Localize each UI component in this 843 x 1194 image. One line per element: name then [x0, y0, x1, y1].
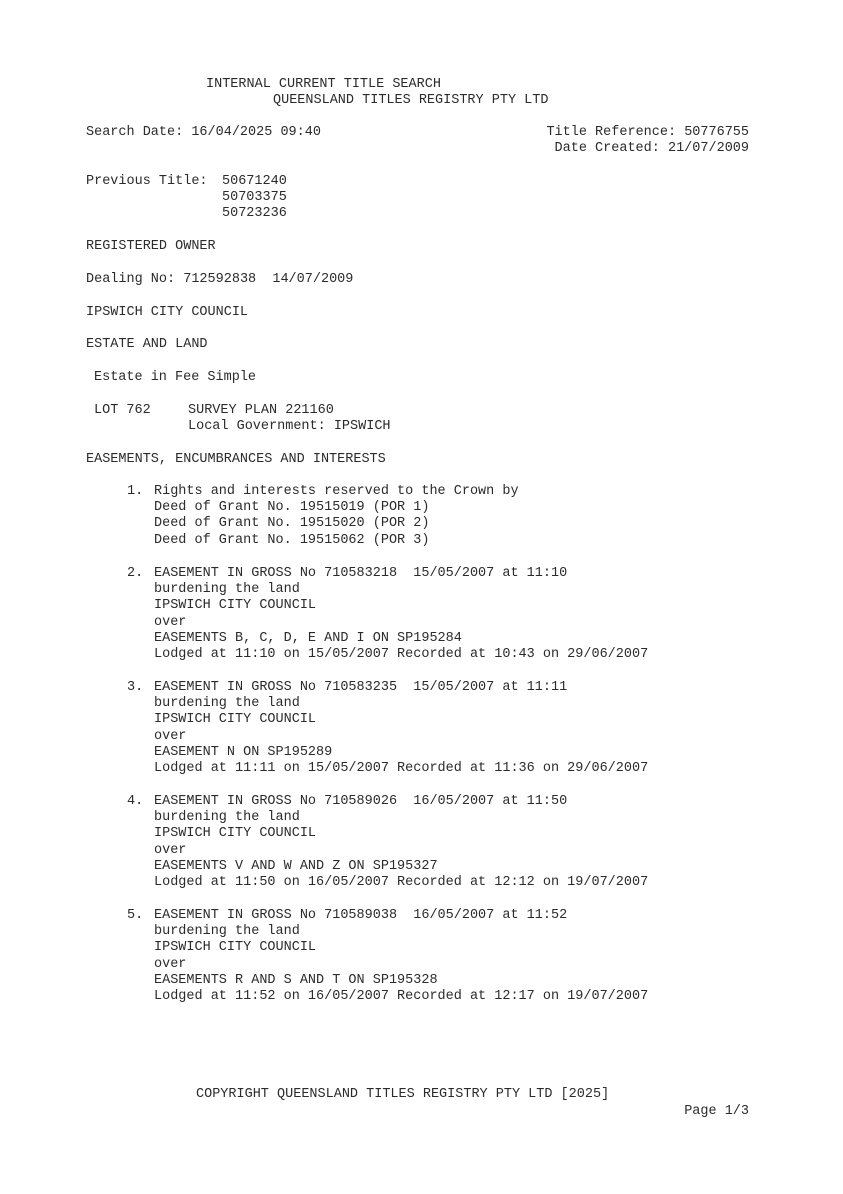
- dealing-number: 712592838: [183, 272, 257, 287]
- item-line: over: [154, 956, 187, 972]
- easements-heading: EASEMENTS, ENCUMBRANCES AND INTERESTS: [86, 452, 386, 467]
- item-line: over: [154, 728, 187, 744]
- item-line: IPSWICH CITY COUNCIL: [154, 826, 317, 842]
- item-line: EASEMENT IN GROSS No 710589038 16/05/2007 at 11:52: [154, 908, 568, 923]
- previous-title-value: 50723236: [222, 206, 287, 221]
- item-number: 5.: [127, 908, 144, 923]
- item-line: Lodged at 11:50 on 16/05/2007 Recorded at 12:12 on 19/07/2007: [154, 875, 649, 891]
- item-line: EASEMENTS V AND W AND Z ON SP195327: [154, 858, 438, 874]
- title-reference-value: 50776755: [684, 125, 749, 140]
- item-line: Rights and interests reserved to the Crown by: [154, 484, 519, 499]
- item-number: 3.: [127, 680, 144, 695]
- list-item: [154, 794, 648, 891]
- search-date: [86, 125, 321, 141]
- item-line: Deed of Grant No. 19515020 (POR 2): [154, 516, 430, 532]
- list-item: [154, 566, 648, 663]
- registered-owner-heading: REGISTERED OWNER: [86, 239, 216, 254]
- survey-plan: SURVEY PLAN 221160: [188, 403, 334, 418]
- lot-number: LOT 762: [94, 403, 151, 418]
- item-line: burdening the land: [154, 924, 300, 940]
- owner-name: IPSWICH CITY COUNCIL: [86, 305, 249, 320]
- copyright-notice: COPYRIGHT QUEENSLAND TITLES REGISTRY PTY LTD [2025]: [196, 1087, 610, 1102]
- previous-title-value: 50703375: [222, 190, 287, 205]
- title-reference: [546, 125, 749, 141]
- previous-title-value: 50671240: [222, 174, 287, 189]
- page-number: Page 1/3: [684, 1104, 749, 1119]
- list-item: [154, 680, 648, 777]
- item-line: burdening the land: [154, 810, 300, 826]
- item-line: Lodged at 11:52 on 16/05/2007 Recorded at 12:17 on 19/07/2007: [154, 989, 649, 1005]
- item-line: EASEMENTS B, C, D, E AND I ON SP195284: [154, 630, 462, 646]
- list-item: [154, 908, 648, 1005]
- estate-type: Estate in Fee Simple: [94, 370, 257, 385]
- date-created-value: 21/07/2009: [667, 141, 749, 156]
- item-line: over: [154, 842, 187, 858]
- date-created-label: Date Created:: [554, 141, 660, 156]
- item-number: 4.: [127, 794, 144, 809]
- item-line: EASEMENT IN GROSS No 710583235 15/05/2007 at 11:11: [154, 680, 568, 695]
- dealing-line: [86, 272, 353, 288]
- title-reference-label: Title Reference:: [546, 125, 677, 140]
- dealing-label: Dealing No:: [86, 272, 176, 287]
- item-line: EASEMENT IN GROSS No 710583218 15/05/2007 at 11:10: [154, 566, 568, 581]
- document-title: INTERNAL CURRENT TITLE SEARCH: [206, 77, 441, 92]
- registry-name: QUEENSLAND TITLES REGISTRY PTY LTD: [273, 93, 549, 108]
- item-line: Lodged at 11:11 on 15/05/2007 Recorded at 11:36 on 29/06/2007: [154, 761, 649, 777]
- date-created: [555, 141, 749, 157]
- item-line: burdening the land: [154, 696, 300, 712]
- estate-and-land-heading: ESTATE AND LAND: [86, 337, 208, 352]
- local-government: Local Government: IPSWICH: [188, 419, 391, 434]
- item-line: Deed of Grant No. 19515019 (POR 1): [154, 500, 430, 516]
- list-item: [154, 484, 519, 549]
- item-line: IPSWICH CITY COUNCIL: [154, 940, 317, 956]
- dealing-date: 14/07/2009: [272, 272, 354, 287]
- item-line: Deed of Grant No. 19515062 (POR 3): [154, 532, 430, 548]
- item-line: over: [154, 614, 187, 630]
- previous-title-label: Previous Title:: [86, 174, 208, 189]
- item-line: EASEMENTS R AND S AND T ON SP195328: [154, 972, 438, 988]
- item-line: Lodged at 11:10 on 15/05/2007 Recorded at 10:43 on 29/06/2007: [154, 647, 649, 663]
- item-number: 1.: [127, 484, 144, 499]
- item-line: EASEMENT IN GROSS No 710589026 16/05/2007 at 11:50: [154, 794, 568, 809]
- search-date-label: Search Date:: [86, 125, 184, 140]
- item-line: IPSWICH CITY COUNCIL: [154, 598, 317, 614]
- item-line: IPSWICH CITY COUNCIL: [154, 712, 317, 728]
- item-line: burdening the land: [154, 582, 300, 598]
- item-number: 2.: [127, 566, 144, 581]
- item-line: EASEMENT N ON SP195289: [154, 744, 333, 760]
- search-date-value: 16/04/2025 09:40: [191, 125, 321, 140]
